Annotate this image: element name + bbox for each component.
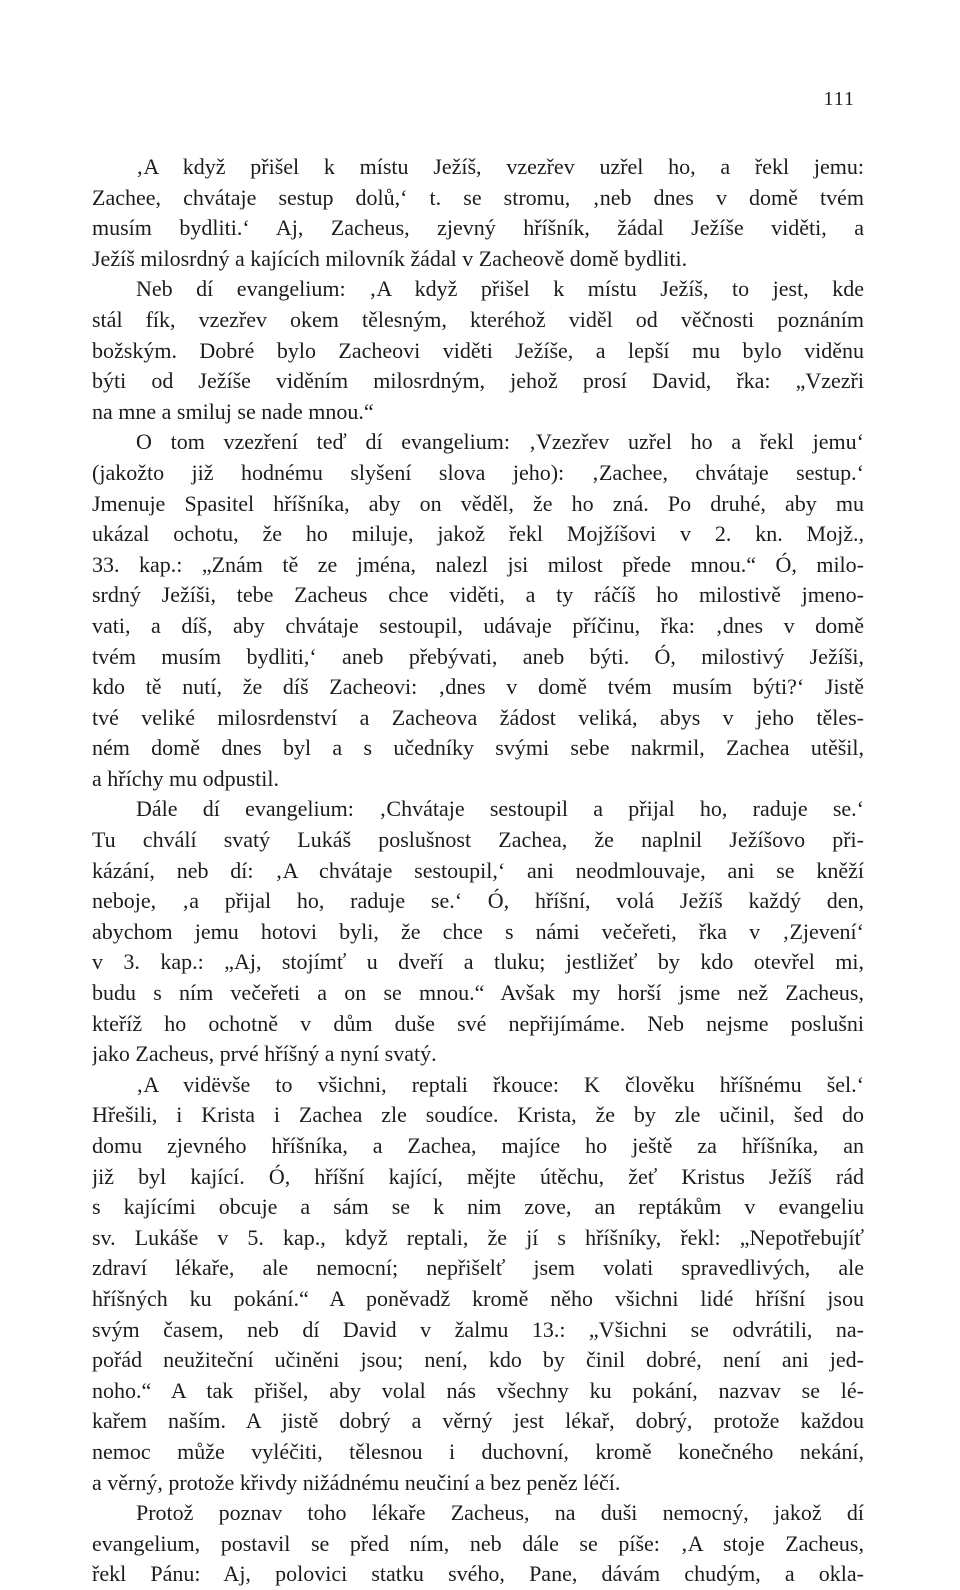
text-line: vati, a díš, aby chvátaje sestoupil, udávaje příčinu, řka: ‚dnes v domě <box>92 612 864 638</box>
text-line: jako Zacheus, prvé hříšný a nyní svatý. <box>92 1041 437 1067</box>
text-line: pořád neužiteční učiněni jsou; není, kdo by činil dobré, není ani jed- <box>92 1347 864 1373</box>
text-line: již byl kající. Ó, hříšní kající, mějte útěchu, žeť Kristus Ježíš rád <box>92 1163 864 1189</box>
text-line: na mne a smiluj se nade mnou.“ <box>92 398 374 424</box>
page-number: 111 <box>823 88 855 110</box>
text-line: ‚A když přišel k místu Ježíš, vzezřev uzřel ho, a řekl jemu: <box>136 154 864 179</box>
text-line: srdný Ježíši, tebe Zacheus chce viděti, a ty ráčíš ho milostivě jmeno- <box>92 582 864 608</box>
text-line: kázání, neb dí: ‚A chvátaje sestoupil,‘ ani neodmlouvaje, ani se kněží <box>92 857 864 883</box>
text-line: stál fík, vzezřev okem tělesným, kteréhož viděl od věčnosti poznáním <box>92 306 864 332</box>
text-line: ném domě dnes byl a s učedníky svými sebe nakrmil, Zachea utěšil, <box>92 735 864 761</box>
text-line: musím bydliti.‘ Aj, Zacheus, zjevný hříšník, žádal Ježíše viděti, a <box>92 215 864 241</box>
text-line: (jakožto již hodnému slyšení slova jeho): ‚Zachee, chvátaje sestup.‘ <box>92 459 864 485</box>
text-line: a věrný, protože křivdy nižádnému neučiní a bez peněz léčí. <box>92 1469 621 1495</box>
text-line: Zachee, chvátaje sestup dolů,‘ t. se stromu, ‚neb dnes v domě tvém <box>92 184 864 210</box>
text-line: hříšných ku pokání.“ A poněvadž kromě něho všichni lidé hříšní jsou <box>92 1285 864 1311</box>
text-line: býti od Ježíše viděním milosrdným, jehož prosí David, řka: „Vzezři <box>92 368 864 394</box>
text-line: kdo tě nutí, že díš Zacheovi: ‚dnes v domě tvém musím býti?‘ Jistě <box>92 674 864 700</box>
text-line: zdraví lékaře, ale nemocní; nepřišelť jsem volati spravedlivých, ale <box>92 1255 864 1281</box>
text-line: tvé veliké milosrdenství a Zacheova žádost veliká, abys v jeho těles- <box>92 704 864 730</box>
text-line: Tu chválí svatý Lukáš poslušnost Zachea, že naplnil Ježíšovo při- <box>92 827 864 853</box>
text-line: ‚A vidëvše to všichni, reptali řkouce: K člověku hříšnému šel.‘ <box>136 1071 864 1097</box>
text-line: Neb dí evangelium: ‚A když přišel k místu Ježíš, to jest, kde <box>136 276 864 302</box>
text-line: evangelium, postavil se před ním, neb dále se píše: ‚A stoje Zacheus, <box>92 1530 864 1556</box>
text-line: neboje, ‚a přijal ho, raduje se.‘ Ó, hříšní, volá Ježíš každý den, <box>92 888 864 914</box>
text-line: kařem naším. A jistě dobrý a věrný jest lékař, dobrý, protože každou <box>92 1408 864 1434</box>
text-line: s kajícími obcuje a sám se k nim zove, an reptákům v evangeliu <box>92 1194 864 1220</box>
text-line: Hřešili, i Krista i Zachea zle soudíce. Krista, že by zle učinil, šed do <box>92 1102 864 1128</box>
text-line: a hříchy mu odpustil. <box>92 765 279 791</box>
text-line: budu s ním večeřeti a on se mnou.“ Avšak my horší jsme než Zacheus, <box>92 980 864 1006</box>
text-line: Ježíš milosrdný a kajících milovník žádal v Zacheově domě bydliti. <box>92 245 688 271</box>
text-line: božským. Dobré bylo Zacheovi viděti Ježíše, a lepší mu bylo viděnu <box>92 337 864 363</box>
text-line: tvém musím bydliti,‘ aneb přebývati, aneb býti. Ó, milostivý Ježíši, <box>92 643 864 669</box>
text-line: řekl Pánu: Aj, polovici statku svého, Pane, dávám chudým, a okla- <box>92 1561 864 1587</box>
text-line: kteříž ho ochotně v dům duše své nepřijímáme. Neb nejsme poslušni <box>92 1010 864 1036</box>
text-line: svým časem, neb dí David v žalmu 13.: „Všichni se odvrátili, na- <box>92 1316 864 1342</box>
text-line: noho.“ A tak přišel, aby volal nás všechny ku pokání, nazvav se lé- <box>92 1377 864 1403</box>
text-line: sv. Lukáše v 5. kap., když reptali, že jí s hříšníky, řekl: „Nepotřebujíť <box>92 1224 864 1250</box>
text-line: Dále dí evangelium: ‚Chvátaje sestoupil a přijal ho, raduje se.‘ <box>136 796 864 822</box>
text-line: nemoc může vyléčiti, tělesnou i duchovní, kromě konečného nekání, <box>92 1438 864 1464</box>
text-line: Jmenuje Spasitel hříšníka, aby on věděl, že ho zná. Po druhé, aby mu <box>92 490 864 516</box>
text-line: O tom vzezření teď dí evangelium: ‚Vzezřev uzřel ho a řekl jemu‘ <box>136 429 864 455</box>
text-line: Protož poznav toho lékaře Zacheus, na duši nemocný, jakož dí <box>136 1500 864 1526</box>
text-line: domu zjevného hříšníka, a Zachea, majíce ho ještě za hříšníka, an <box>92 1133 864 1158</box>
text-line: ukázal ochotu, že ho miluje, jakož řekl Mojžíšovi v 2. kn. Mojž., <box>92 521 864 547</box>
text-line: 33. kap.: „Znám tě ze jména, nalezl jsi milost přede mnou.“ Ó, milo- <box>92 551 864 577</box>
body-text <box>92 152 864 1590</box>
text-line: abychom jemu hotovi byli, že chce s námi večeřeti, řka v ‚Zjevení‘ <box>92 918 864 944</box>
text-line: v 3. kap.: „Aj, stojímť u dveří a tluku; jestližeť by kdo otevřel mi, <box>92 949 864 975</box>
